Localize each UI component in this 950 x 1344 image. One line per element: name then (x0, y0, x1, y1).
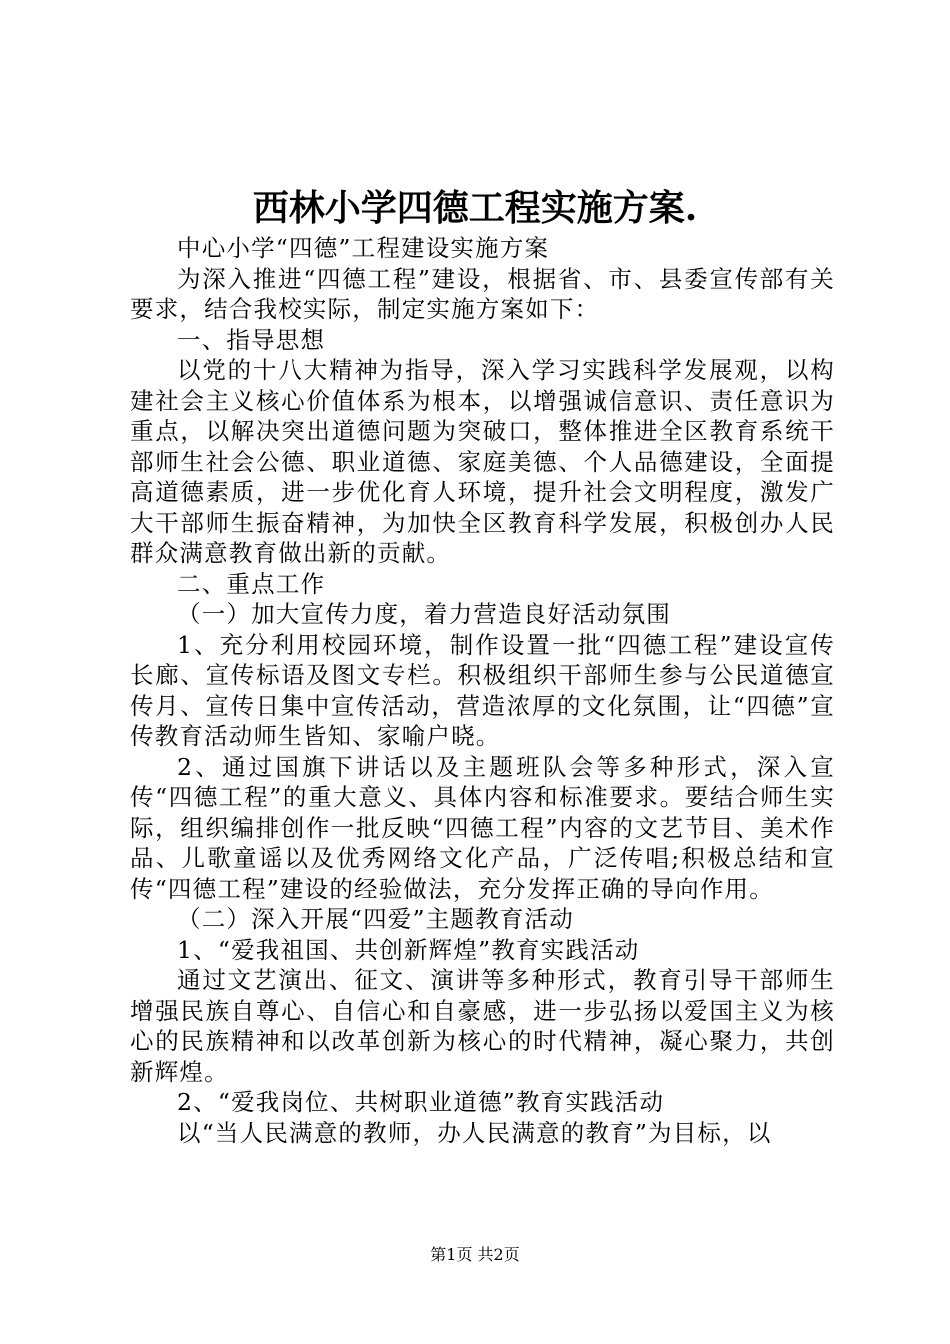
section-heading-guiding-thought: 一、指导思想 (177, 325, 326, 354)
paragraph-activity-2: 以“当人民满意的教师，办人民满意的教育”为目标，以 (177, 1118, 772, 1147)
document-title: 西林小学四德工程实施方案. (252, 187, 698, 229)
activity-heading-1: 1、“爱我祖国、共创新辉煌”教育实践活动 (177, 935, 640, 964)
page-footer: 第1页 共2页 (430, 1245, 520, 1264)
activity-heading-2: 2、“爱我岗位、共树职业道德”教育实践活动 (177, 1088, 665, 1116)
subsection-heading-2: （二）深入开展“四爱”主题教育活动 (177, 905, 574, 933)
paragraph-guiding-thought: 以党的十八大精神为指导，深入学习实践科学发展观，以构建社会主义核心价值体系为根本，以增强诚信意识、责任意识为重点，以解决突出道德问题为突破口，整体推进全区教育系统干部师生社会公德、职业道德、家庭美德、个人品德建设，全面提高道德素质，进一步优化育人环境，提升社会文明程度，激发广大干部师生振奋精神，为加快全区教育科学发展，积极创办人民群众满意教育做出新的贡献。 (130, 356, 835, 567)
section-heading-key-work: 二、重点工作 (177, 569, 326, 598)
paragraph-activity-1: 通过文艺演出、征文、演讲等多种形式，教育引导干部师生增强民族自尊心、自信心和自豪感，进一步弘扬以爱国主义为核心的民族精神和以改革创新为核心的时代精神，凝心聚力，共创新辉煌。 (130, 966, 835, 1086)
paragraph-intro: 为深入推进“四德工程”建设，根据省、市、县委宣传部有关要求，结合我校实际，制定实施方案如下： (130, 264, 835, 323)
document-body (130, 233, 835, 1148)
paragraph-item-2: 2、通过国旗下讲话以及主题班队会等多种形式，深入宣传“四德工程”的重大意义、具体内容和标准要求。要结合师生实际，组织编排创作一批反映“四德工程”内容的文艺节目、美术作品、儿歌童谣以及优秀网络文化产品，广泛传唱;积极总结和宣传“四德工程”建设的经验做法，充分发挥正确的导向作用。 (130, 752, 835, 903)
subsection-heading-1: （一）加大宣传力度，着力营造良好活动氛围 (177, 600, 671, 628)
paragraph-item-1: 1、充分利用校园环境，制作设置一批“四德工程”建设宣传长廊、宣传标语及图文专栏。积极组织干部师生参与公民道德宣传月、宣传日集中宣传活动，营造浓厚的文化氛围，让“四德”宣传教育活动师生皆知、家喻户晓。 (130, 630, 835, 750)
paragraph-subtitle: 中心小学“四德”工程建设实施方案 (177, 234, 550, 262)
